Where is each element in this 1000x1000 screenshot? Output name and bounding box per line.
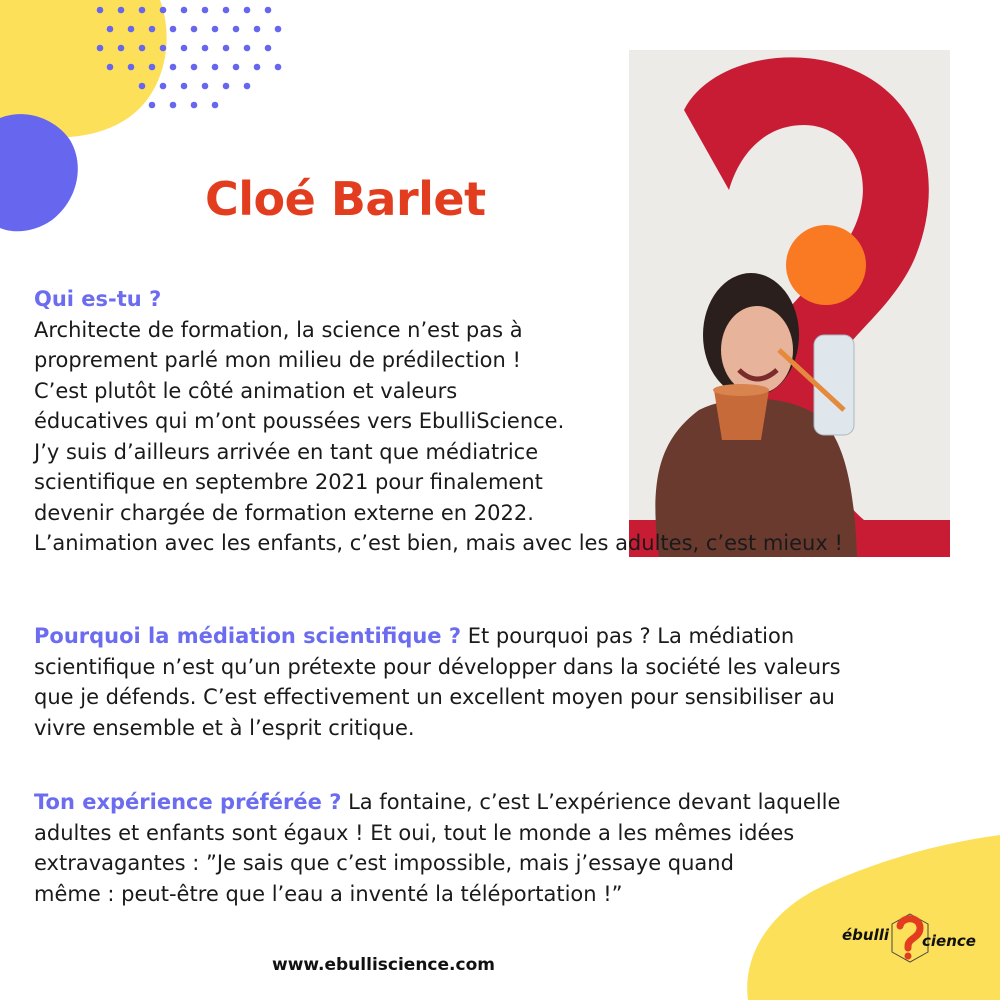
- decor-dot: [97, 45, 104, 52]
- decor-dot: [97, 7, 104, 14]
- question-pourquoi-mediation: Pourquoi la médiation scientifique ?: [34, 624, 462, 648]
- decor-dot: [202, 45, 209, 52]
- decor-dot: [191, 102, 198, 109]
- answer-line: J’y suis d’ailleurs arrivée en tant que médiatrice: [34, 439, 539, 464]
- logo-text-left: ébulli: [842, 926, 890, 944]
- answer-line: extravagantes : ”Je sais que c’est impossible, mais j’essaye quand: [34, 851, 734, 875]
- decor-dot: [254, 26, 261, 33]
- decor-dot: [118, 7, 125, 14]
- decor-dot: [160, 7, 167, 14]
- decor-dot: [223, 45, 230, 52]
- decor-dot: [233, 64, 240, 71]
- decor-dot: [181, 83, 188, 90]
- answer-line: scientifique n’est qu’un prétexte pour développer dans la société les valeurs: [34, 654, 841, 679]
- decor-dot: [244, 45, 251, 52]
- decor-dot: [265, 7, 272, 14]
- decor-dot: [149, 26, 156, 33]
- website-link[interactable]: www.ebulliscience.com: [272, 955, 495, 975]
- section-pourquoi-mediation: [34, 621, 841, 743]
- answer-line: éducatives qui m’ont poussées vers EbulliScience.: [34, 409, 565, 433]
- answer-line: même : peut-être que l’eau a inventé la téléportation !”: [34, 881, 623, 906]
- decor-dot: [254, 64, 261, 71]
- decor-dot: [128, 64, 135, 71]
- decor-dot: [223, 83, 230, 90]
- decor-dot: [139, 83, 146, 90]
- ebulliscience-logo: [842, 912, 977, 967]
- decor-dot: [128, 26, 135, 33]
- decor-dot: [107, 64, 114, 71]
- answer-line: scientifique en septembre 2021 pour finalement: [34, 470, 543, 494]
- decor-dot: [244, 83, 251, 90]
- section-experience-preferee: [34, 787, 840, 909]
- answer-line: devenir chargée de formation externe en 2022.: [34, 500, 534, 525]
- decor-dot: [149, 64, 156, 71]
- decor-dot: [170, 26, 177, 33]
- decor-dot: [233, 26, 240, 33]
- decor-dot: [191, 64, 198, 71]
- decor-dot: [181, 45, 188, 52]
- decor-dot: [191, 26, 198, 33]
- decor-dot: [181, 7, 188, 14]
- question-qui-es-tu: Qui es-tu ?: [34, 287, 162, 311]
- answer-line: Et pourquoi pas ? La médiation: [461, 624, 795, 648]
- answer-line: La fontaine, c’est L’expérience devant laquelle: [341, 790, 841, 814]
- decor-dot: [107, 26, 114, 33]
- answer-line: Architecte de formation, la science n’est pas à: [34, 317, 523, 342]
- decor-dot: [170, 64, 177, 71]
- decor-dot: [275, 64, 282, 71]
- decor-dot: [202, 83, 209, 90]
- decor-dot: [170, 102, 177, 109]
- decor-dot: [160, 45, 167, 52]
- decor-dot: [212, 64, 219, 71]
- decor-dot: [202, 7, 209, 14]
- decor-dot: [212, 102, 219, 109]
- decor-dot: [149, 102, 156, 109]
- question-experience-preferee: Ton expérience préférée ?: [34, 790, 342, 814]
- answer-line: que je défends. C’est effectivement un excellent moyen pour sensibiliser au: [34, 685, 835, 709]
- answer-line: proprement parlé mon milieu de prédilection !: [34, 348, 521, 372]
- page-title: Cloé Barlet: [205, 172, 486, 226]
- decor-dot: [275, 26, 282, 33]
- decor-dot: [244, 7, 251, 14]
- decor-dot: [160, 83, 167, 90]
- decor-dot: [118, 45, 125, 52]
- logo-text-right: cience: [922, 932, 976, 950]
- decor-dot: [223, 7, 230, 14]
- answer-line: L’animation avec les enfants, c’est bien, mais avec les adultes, c’est mieux !: [34, 531, 843, 555]
- answer-line: adultes et enfants sont égaux ! Et oui, tout le monde a les mêmes idées: [34, 820, 795, 845]
- decor-dot: [265, 45, 272, 52]
- decor-dot: [212, 26, 219, 33]
- decor-dot: [139, 45, 146, 52]
- answer-line: C’est plutôt le côté animation et valeurs: [34, 378, 458, 403]
- answer-line: vivre ensemble et à l’esprit critique.: [34, 715, 415, 740]
- section-qui-es-tu: [34, 284, 843, 559]
- decor-dot: [139, 7, 146, 14]
